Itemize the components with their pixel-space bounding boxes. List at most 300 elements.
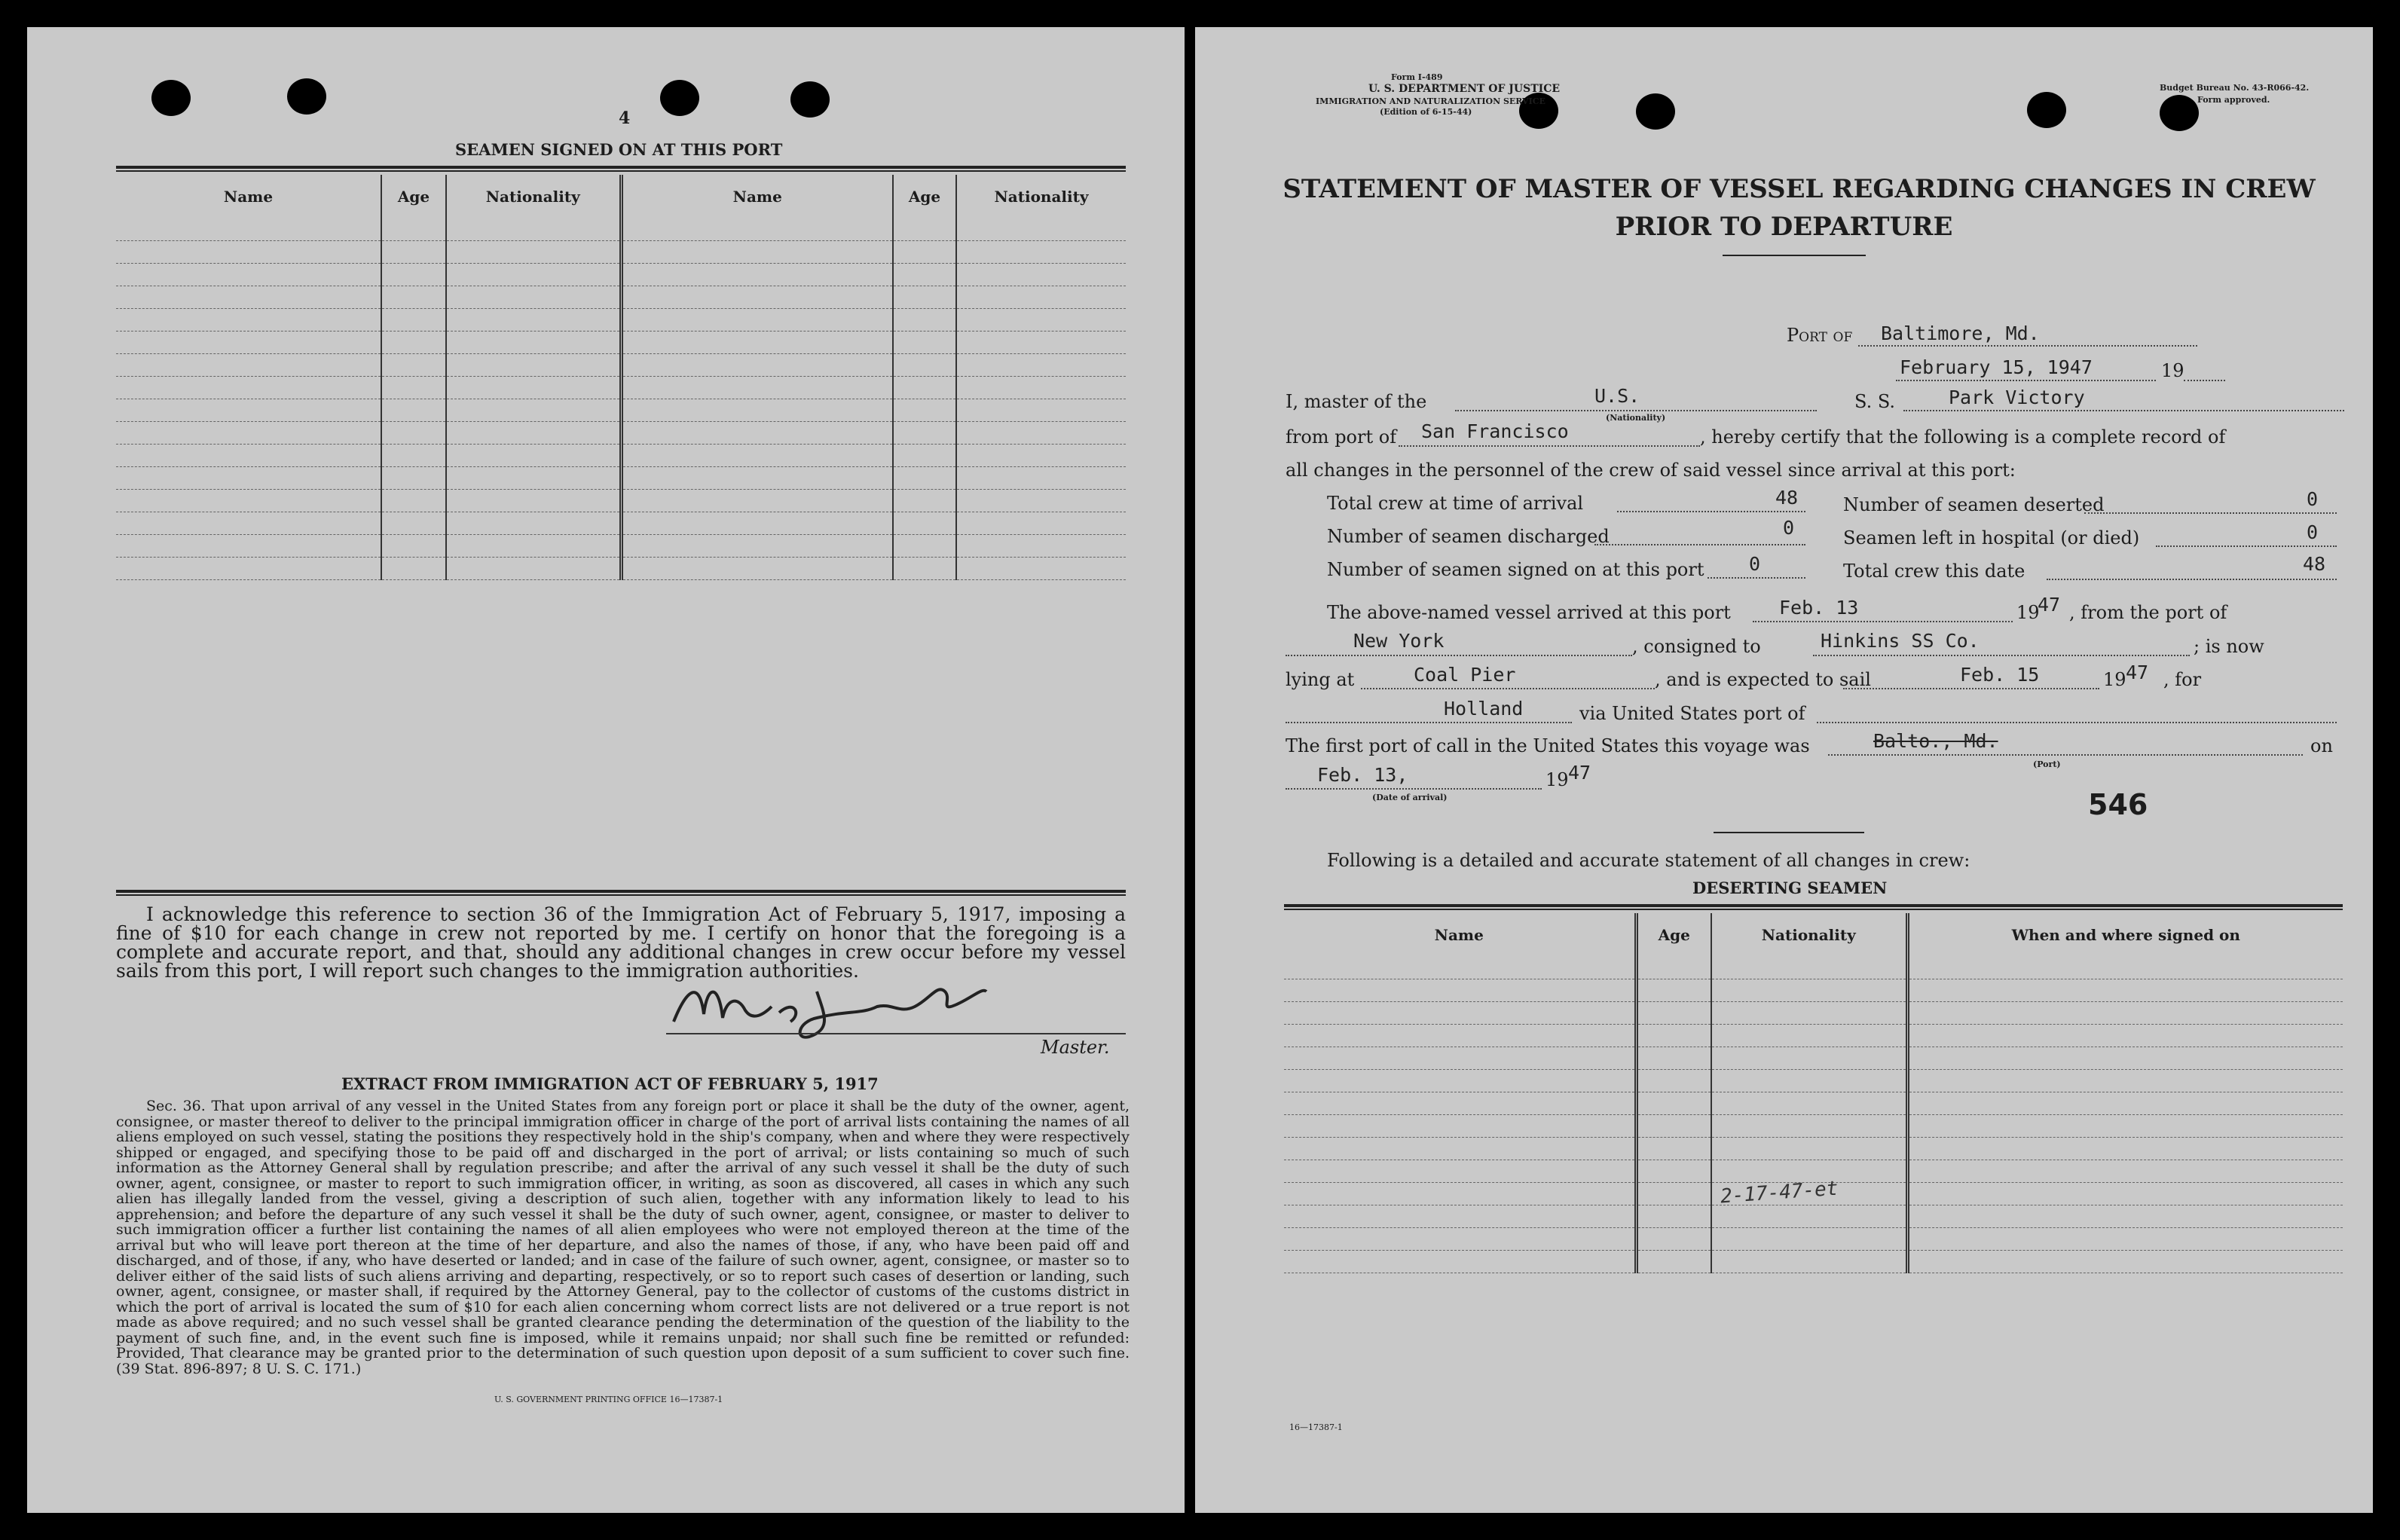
table-row xyxy=(116,309,1126,332)
edition: (Edition of 6-15-44) xyxy=(1380,107,1472,117)
nationality-line xyxy=(1455,410,1817,411)
table-cell xyxy=(621,332,893,354)
table-cell xyxy=(116,354,381,377)
table-cell xyxy=(1636,1047,1711,1070)
form-footer: 16—17387-1 xyxy=(1289,1422,1343,1432)
table-title: SEAMEN SIGNED ON AT THIS PORT xyxy=(455,140,783,159)
table-cell xyxy=(1636,957,1711,979)
table-cell xyxy=(446,535,621,558)
total-crew-date-value: 48 xyxy=(2303,553,2326,575)
table-cell xyxy=(621,467,893,490)
punch-hole xyxy=(287,78,326,115)
table-row xyxy=(116,264,1126,286)
year-prefix: 19 xyxy=(2016,602,2040,623)
table-row xyxy=(116,218,1126,241)
deserting-seamen-table xyxy=(1284,913,2343,1273)
table-cell xyxy=(446,241,621,264)
column-header: Age xyxy=(1636,913,1711,957)
table-row xyxy=(1284,1047,2343,1070)
table-row xyxy=(1284,1251,2343,1273)
table-cell xyxy=(381,490,446,512)
table-cell xyxy=(1907,1070,2343,1092)
lying-at-line xyxy=(1361,688,1655,689)
table-cell xyxy=(621,218,893,241)
left-page xyxy=(27,27,1185,1513)
table-cell xyxy=(1284,1251,1636,1273)
seamen-discharged-value: 0 xyxy=(1783,517,1795,539)
table-cell xyxy=(621,490,893,512)
column-header: Age xyxy=(893,175,956,218)
table-cell xyxy=(116,241,381,264)
deserting-title: DESERTING SEAMEN xyxy=(1692,878,1888,897)
table-cell xyxy=(446,399,621,422)
column-header: Name xyxy=(1434,926,1484,944)
nationality-caption: (Nationality) xyxy=(1606,413,1666,423)
table-cell xyxy=(1907,979,2343,1002)
table-row xyxy=(1284,1070,2343,1092)
table-cell xyxy=(621,309,893,332)
right-page xyxy=(1195,27,2373,1513)
master-label: Master. xyxy=(1041,1037,1110,1058)
table-cell xyxy=(1636,1183,1711,1205)
table-cell xyxy=(893,467,956,490)
table-top-rule xyxy=(116,166,1126,172)
lying-at-label: lying at xyxy=(1286,669,1355,690)
table-cell xyxy=(621,241,893,264)
table-cell xyxy=(1284,1115,1636,1138)
table-cell xyxy=(1907,1002,2343,1025)
table-cell xyxy=(1907,1115,2343,1138)
table-cell xyxy=(893,354,956,377)
table-cell xyxy=(116,332,381,354)
table-row xyxy=(1284,1228,2343,1251)
table-cell xyxy=(116,558,381,580)
signed-on-label: Number of seamen signed on at this port xyxy=(1327,559,1704,580)
following-label: Following is a detailed and accurate statement of all changes in crew: xyxy=(1327,850,1970,871)
table-cell xyxy=(116,490,381,512)
table-cell xyxy=(1284,1025,1636,1047)
table-cell xyxy=(1907,1183,2343,1205)
table-cell xyxy=(893,377,956,399)
seamen-signed-on-table xyxy=(116,175,1126,580)
table-cell xyxy=(381,309,446,332)
page-number: 4 xyxy=(619,108,631,128)
sail-year-value: 47 xyxy=(2126,662,2149,683)
table-cell xyxy=(381,445,446,467)
from-the-port-value: New York xyxy=(1353,630,1445,652)
table-cell xyxy=(446,354,621,377)
table-cell xyxy=(381,535,446,558)
punch-hole xyxy=(151,80,191,116)
table-cell xyxy=(893,512,956,535)
table-cell xyxy=(893,558,956,580)
title-line-1: STATEMENT OF MASTER OF VESSEL REGARDING CHANGES IN CREW xyxy=(1283,174,2316,204)
table-cell xyxy=(1636,1138,1711,1160)
table-cell xyxy=(1284,1205,1636,1228)
table-cell xyxy=(116,467,381,490)
arrival-date-value: Feb. 13 xyxy=(1779,597,1859,619)
table-cell xyxy=(893,332,956,354)
form-number: Form I-489 xyxy=(1391,72,1443,82)
punch-hole xyxy=(660,80,699,116)
table-cell xyxy=(893,445,956,467)
punch-hole xyxy=(790,81,830,118)
total-crew-arrival-value: 48 xyxy=(1775,487,1799,509)
table-cell xyxy=(381,354,446,377)
table-cell xyxy=(893,309,956,332)
destination-line xyxy=(1286,722,1572,723)
table-row xyxy=(1284,1025,2343,1047)
table-cell xyxy=(893,286,956,309)
table-cell xyxy=(1284,979,1636,1002)
table-header-row xyxy=(1284,913,2343,957)
table-cell xyxy=(893,535,956,558)
separator-line xyxy=(1714,832,1864,833)
sail-date-value: Feb. 15 xyxy=(1960,664,2040,686)
lying-at-value: Coal Pier xyxy=(1414,664,1516,686)
table-header-row xyxy=(116,175,1126,218)
table-cell xyxy=(1907,1160,2343,1183)
table-row xyxy=(1284,1092,2343,1115)
year-prefix: 19 xyxy=(2161,360,2184,381)
table-cell xyxy=(956,264,1126,286)
extract-title: EXTRACT FROM IMMIGRATION ACT OF FEBRUARY 5, 1917 xyxy=(341,1074,879,1093)
table-cell xyxy=(956,354,1126,377)
table-cell xyxy=(1636,1070,1711,1092)
table-row xyxy=(1284,1138,2343,1160)
punch-hole xyxy=(2160,95,2199,131)
table-cell xyxy=(1907,1047,2343,1070)
port-value: Baltimore, Md. xyxy=(1881,322,2040,344)
table-cell xyxy=(956,490,1126,512)
table-cell xyxy=(1636,1160,1711,1183)
table-row xyxy=(116,558,1126,580)
table-cell xyxy=(1636,1251,1711,1273)
stamp-number: 546 xyxy=(2088,788,2148,821)
certify-label: , hereby certify that the following is a complete record of xyxy=(1700,426,2226,448)
table-cell xyxy=(956,467,1126,490)
table-cell xyxy=(621,535,893,558)
table-row xyxy=(116,445,1126,467)
total-crew-arrival-label: Total crew at time of arrival xyxy=(1327,493,1584,514)
ship-name-value: Park Victory xyxy=(1949,387,2085,408)
table-cell xyxy=(1711,1205,1907,1228)
table-cell xyxy=(1636,1228,1711,1251)
port-line xyxy=(1858,345,2197,347)
table-row xyxy=(116,399,1126,422)
table-cell xyxy=(381,218,446,241)
table-cell xyxy=(446,422,621,445)
table-cell xyxy=(956,512,1126,535)
table-cell xyxy=(381,286,446,309)
column-header: Nationality xyxy=(1711,913,1907,957)
year-line xyxy=(2184,380,2225,381)
table-row xyxy=(116,512,1126,535)
sail-date-line xyxy=(1843,688,2099,689)
column-header: Nationality xyxy=(956,175,1126,218)
consigned-to-label: , consigned to xyxy=(1632,636,1761,657)
form-title xyxy=(1195,170,2373,246)
date-line xyxy=(1896,380,2156,381)
table-row xyxy=(116,332,1126,354)
table-cell xyxy=(1711,1002,1907,1025)
column-header: Nationality xyxy=(446,175,621,218)
first-port-label: The first port of call in the United States this voyage was xyxy=(1286,735,1810,756)
table-cell xyxy=(1907,1228,2343,1251)
table-cell xyxy=(1907,1138,2343,1160)
table-cell xyxy=(893,264,956,286)
table-cell xyxy=(446,218,621,241)
desert-top-rule xyxy=(1284,904,2343,910)
table-cell xyxy=(1711,1070,1907,1092)
via-label: via United States port of xyxy=(1579,703,1805,724)
consignee-value: Hinkins SS Co. xyxy=(1821,630,1980,652)
table-cell xyxy=(956,558,1126,580)
ship-name-line xyxy=(1903,410,2344,411)
consignee-line xyxy=(1813,655,2190,656)
table-cell xyxy=(621,558,893,580)
seamen-deserted-value: 0 xyxy=(2307,488,2319,510)
leader-dots xyxy=(2047,579,2337,580)
arrival-year-value: 47 xyxy=(2038,594,2061,616)
table-cell xyxy=(1284,1070,1636,1092)
year-prefix: 19 xyxy=(2103,669,2126,690)
table-cell xyxy=(1711,1228,1907,1251)
table-cell xyxy=(381,558,446,580)
for-label: , for xyxy=(2163,669,2202,690)
ss-label: S. S. xyxy=(1854,391,1896,412)
is-now-label: ; is now xyxy=(2194,636,2264,657)
table-cell xyxy=(1284,1183,1636,1205)
table-cell xyxy=(446,332,621,354)
acknowledgment-text: I acknowledge this reference to section 36 of the Immigration Act of February 5, 1917, imposing a fine of $10 for each change in crew not reported by me. I certify on honor that the foregoing is a complete and accurate report, and that, should any additional changes in crew occur before my vessel sails from this port, I will report such changes to the immigration authorities. xyxy=(116,903,1126,982)
seamen-deserted-label: Number of seamen deserted xyxy=(1843,494,2105,515)
table-row xyxy=(1284,1205,2343,1228)
table-cell xyxy=(956,309,1126,332)
table-row xyxy=(1284,1002,2343,1025)
table-cell xyxy=(956,332,1126,354)
table-cell xyxy=(116,377,381,399)
table-cell xyxy=(621,422,893,445)
table-cell xyxy=(446,467,621,490)
table-cell xyxy=(956,377,1126,399)
on-label: on xyxy=(2310,735,2333,756)
first-date-line xyxy=(1286,788,1542,790)
table-row xyxy=(116,467,1126,490)
from-port-label: from port of xyxy=(1286,426,1397,448)
department: U. S. DEPARTMENT OF JUSTICE xyxy=(1368,83,1561,95)
table-cell xyxy=(116,422,381,445)
table-cell xyxy=(381,467,446,490)
table-cell xyxy=(621,264,893,286)
table-cell xyxy=(1636,1205,1711,1228)
table-row xyxy=(116,535,1126,558)
first-port-line xyxy=(1828,754,2303,756)
from-the-port-line xyxy=(1286,655,1632,656)
table-cell xyxy=(381,512,446,535)
master-signature xyxy=(666,969,990,1052)
table-cell xyxy=(446,512,621,535)
date-value: February 15, 1947 xyxy=(1900,356,2093,378)
table-row xyxy=(116,422,1126,445)
table-cell xyxy=(621,512,893,535)
table-cell xyxy=(1284,1160,1636,1183)
table-cell xyxy=(621,354,893,377)
arrival-date-line xyxy=(1753,621,2013,622)
table-row xyxy=(116,490,1126,512)
handwritten-note: 2-17-47-et xyxy=(1720,1177,1839,1208)
form-approved: Form approved. xyxy=(2197,95,2270,105)
table-cell xyxy=(1284,1092,1636,1115)
table-cell xyxy=(116,218,381,241)
table-cell xyxy=(1636,1002,1711,1025)
first-port-value: Balto., Md. xyxy=(1873,730,1998,752)
punch-hole xyxy=(1636,93,1675,130)
title-underline xyxy=(1723,255,1866,256)
table-cell xyxy=(893,490,956,512)
table-cell xyxy=(1284,1047,1636,1070)
table-cell xyxy=(381,241,446,264)
table-cell xyxy=(381,264,446,286)
table-cell xyxy=(381,332,446,354)
table-cell xyxy=(1711,1092,1907,1115)
nationality-value: U.S. xyxy=(1594,385,1640,407)
table-cell xyxy=(116,535,381,558)
from-port-value: San Francisco xyxy=(1421,420,1569,442)
destination-value: Holland xyxy=(1444,698,1524,720)
table-cell xyxy=(621,399,893,422)
table-cell xyxy=(116,512,381,535)
leader-dots xyxy=(1708,577,1805,579)
punch-hole xyxy=(2027,92,2066,128)
table-cell xyxy=(446,286,621,309)
column-header: Age xyxy=(381,175,446,218)
certify-label-2: all changes in the personnel of the crew of said vessel since arrival at this port: xyxy=(1286,460,2016,481)
table-cell xyxy=(1284,957,1636,979)
table-cell xyxy=(446,264,621,286)
table-row xyxy=(1284,979,2343,1002)
table-cell xyxy=(1711,957,1907,979)
table-cell xyxy=(446,445,621,467)
table-cell xyxy=(1907,1251,2343,1273)
table-cell xyxy=(621,377,893,399)
column-header: When and where signed on xyxy=(1907,913,2343,957)
table-cell xyxy=(956,286,1126,309)
from-the-port-label: , from the port of xyxy=(2069,602,2227,623)
signature-line xyxy=(666,1033,1126,1034)
table-cell xyxy=(1636,979,1711,1002)
left-hospital-label: Seamen left in hospital (or died) xyxy=(1843,527,2140,548)
via-line xyxy=(1817,722,2337,723)
leader-dots xyxy=(1594,544,1805,545)
leader-dots xyxy=(2084,512,2337,514)
table-cell xyxy=(446,309,621,332)
table-cell xyxy=(893,218,956,241)
first-year-value: 47 xyxy=(1568,762,1591,784)
port-caption: (Port) xyxy=(2033,759,2061,769)
table-cell xyxy=(1284,1228,1636,1251)
table-cell xyxy=(956,241,1126,264)
table-row xyxy=(116,377,1126,399)
table-bottom-rule xyxy=(116,890,1126,896)
table-row xyxy=(1284,1115,2343,1138)
table-cell xyxy=(446,377,621,399)
table-cell xyxy=(893,241,956,264)
table-row xyxy=(1284,957,2343,979)
table-cell xyxy=(116,264,381,286)
table-cell xyxy=(956,399,1126,422)
extract-text: Sec. 36. That upon arrival of any vessel in the United States from any foreign port or place it shall be the duty of the owner, agent, consignee, or master thereof to deliver to the principal immigration officer in charge of the port of arrival lists containing the names of all aliens employed on such vessel, stating the positions they respectively hold in the ship's company, when and where they were respectively shipped or engaged, and specifying those to be paid off and discharged in the port of arrival; or lists containing so much of such information as the Attorney General shall by regulation prescribe; and after the arrival of any such vessel it shall be the duty of such owner, agent, consignee, or master to report to such immigration officer, in writing, as soon as discovered, all cases in which any such alien has illegally landed from the vessel, giving a description of such alien, together with any information likely to lead to his apprehension; and before the departure of any such vessel it shall be the duty of such owner, agent, consignee, or master to deliver to such immigration officer a further list containing the names of all alien employees who were not employed thereon at the time of the arrival but who will leave port thereon at the time of her departure, and also the names of those, if any, who have been paid off and discharged, and of those, if any, who have deserted or landed; and in case of the failure of such owner, agent, consignee, or master so to deliver either of the said lists of such aliens arriving and departing, respectively, or so to report such cases of desertion or landing, such owner, agent, consignee, or master shall, if required by the Attorney General, pay to the collector of customs of the customs district in which the port of arrival is located the sum of $10 for each alien concerning whom correct lists are not delivered or a true report is not made as above required; and no such vessel shall be granted clearance pending the determination of the question of the liability to the payment of such fine, and, in the event such fine is imposed, while it remains unpaid; nor shall such fine be remitted or refunded: Provided, That clearance may be granted prior to the determination of such question upon deposit of a sum sufficient to cover such fine. (39 Stat. 896-897; 8 U. S. C. 171.) xyxy=(116,1098,1130,1377)
seamen-discharged-label: Number of seamen discharged xyxy=(1327,526,1610,547)
table-cell xyxy=(381,422,446,445)
title-line-2: PRIOR TO DEPARTURE xyxy=(1615,212,1953,242)
table-cell xyxy=(621,286,893,309)
table-cell xyxy=(1907,1205,2343,1228)
leader-dots xyxy=(1617,511,1805,512)
table-cell xyxy=(116,445,381,467)
left-hospital-value: 0 xyxy=(2307,521,2319,543)
table-cell xyxy=(1711,1138,1907,1160)
table-cell xyxy=(1284,1002,1636,1025)
table-cell xyxy=(956,422,1126,445)
table-cell xyxy=(1711,1251,1907,1273)
year-prefix: 19 xyxy=(1545,769,1569,790)
table-cell xyxy=(1711,979,1907,1002)
table-cell xyxy=(1284,1138,1636,1160)
table-cell xyxy=(1711,1047,1907,1070)
leader-dots xyxy=(2156,545,2337,547)
table-cell xyxy=(116,309,381,332)
table-cell xyxy=(116,399,381,422)
table-cell xyxy=(381,399,446,422)
table-cell xyxy=(1907,1092,2343,1115)
table-row xyxy=(116,241,1126,264)
table-cell xyxy=(1636,1025,1711,1047)
budget-bureau: Budget Bureau No. 43-R066-42. xyxy=(2160,83,2310,93)
table-cell xyxy=(1711,1115,1907,1138)
table-cell xyxy=(893,399,956,422)
table-cell xyxy=(1907,1025,2343,1047)
table-cell xyxy=(1711,1025,1907,1047)
from-port-line xyxy=(1399,445,1700,447)
table-cell xyxy=(1636,1115,1711,1138)
master-of-label: I, master of the xyxy=(1286,391,1427,412)
table-cell xyxy=(956,218,1126,241)
table-cell xyxy=(956,535,1126,558)
service: IMMIGRATION AND NATURALIZATION SERVICE xyxy=(1316,96,1545,106)
signed-on-value: 0 xyxy=(1749,553,1761,575)
column-header: Name xyxy=(621,175,893,218)
total-crew-date-label: Total crew this date xyxy=(1843,561,2025,582)
table-cell xyxy=(446,558,621,580)
arrived-at-label: The above-named vessel arrived at this port xyxy=(1327,602,1731,623)
expected-sail-label: , and is expected to sail xyxy=(1655,669,1871,690)
table-cell xyxy=(1636,1092,1711,1115)
first-date-value: Feb. 13, xyxy=(1317,764,1408,786)
table-cell xyxy=(1907,957,2343,979)
table-cell xyxy=(381,377,446,399)
table-cell xyxy=(116,286,381,309)
table-cell xyxy=(446,490,621,512)
date-caption: (Date of arrival) xyxy=(1372,793,1448,802)
table-row xyxy=(116,354,1126,377)
table-cell xyxy=(893,422,956,445)
printing-office-footer: U. S. GOVERNMENT PRINTING OFFICE 16—17387-1 xyxy=(494,1395,723,1404)
table-row xyxy=(116,286,1126,309)
table-cell xyxy=(956,445,1126,467)
table-cell xyxy=(621,445,893,467)
column-header: Name xyxy=(223,188,274,206)
